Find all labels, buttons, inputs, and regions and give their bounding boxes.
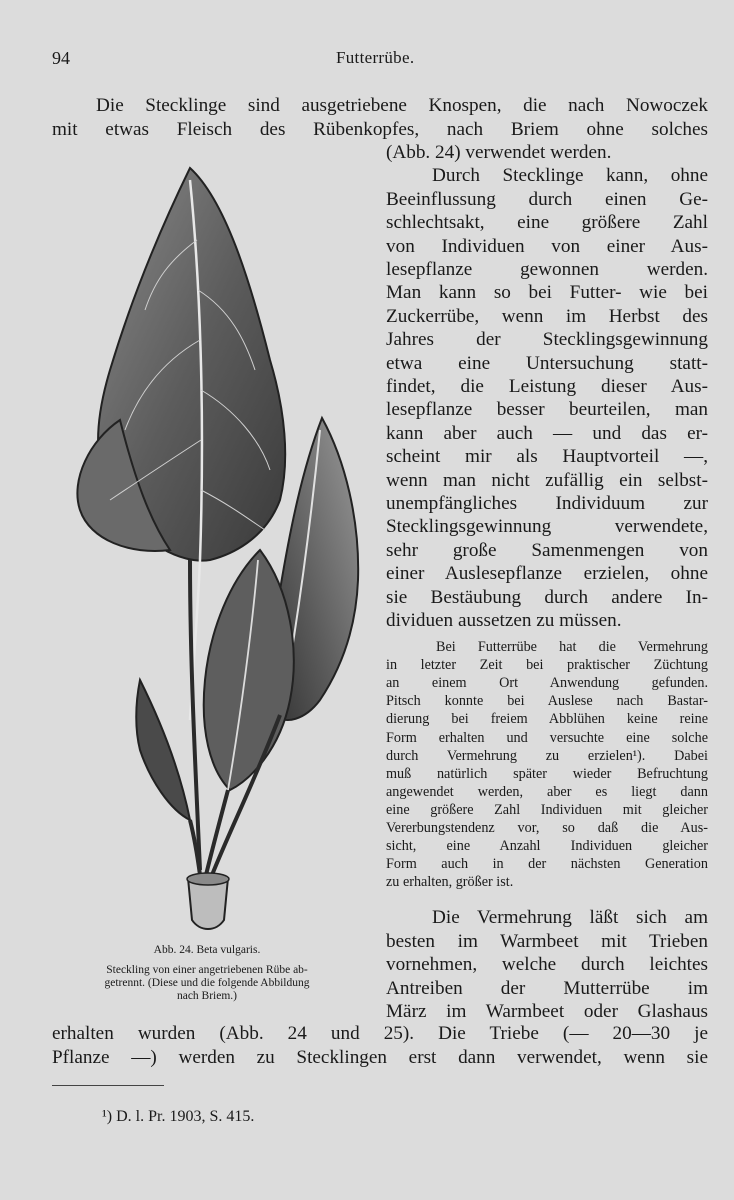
small-text-line: zu erhalten, größer ist. bbox=[386, 874, 514, 891]
caption-line: Steckling von einer angetriebenen Rübe ab- bbox=[106, 964, 308, 976]
text-line: Antreiben der Mutterrübe im bbox=[386, 977, 708, 999]
footnote-divider bbox=[52, 1085, 164, 1086]
text-line: von Individuen von einer Aus- bbox=[386, 235, 708, 257]
small-text-line: dierung bei freiem Abblühen keine reine bbox=[386, 711, 708, 728]
text-line: Die Stecklinge sind ausgetriebene Knospen, die nach Nowoczek bbox=[96, 95, 708, 116]
text-line: etwa eine Untersuchung statt- bbox=[386, 352, 708, 374]
running-title: Futterrübe. bbox=[336, 48, 415, 67]
small-text-line: Form erhalten und versuchte eine solche bbox=[386, 729, 708, 746]
text-line: (Abb. 24) verwendet werden. bbox=[386, 142, 612, 163]
page-number: 94 bbox=[52, 48, 70, 68]
text-line: Zuckerrübe, wenn im Herbst des bbox=[386, 305, 708, 327]
small-text-line: eine größere Zahl Individuen mit gleicher bbox=[386, 801, 708, 818]
text-line: Durch Stecklinge kann, ohne bbox=[432, 165, 708, 187]
figure-caption-title: Abb. 24. Beta vulgaris. bbox=[153, 944, 261, 956]
text-line: unempfängliches Individuum zur bbox=[386, 493, 708, 514]
small-text-line: Vererbungstendenz vor, so daß die Aus- bbox=[386, 820, 708, 836]
text-line: sehr große Samenmengen von bbox=[386, 539, 708, 561]
text-line: Stecklingsgewinnung verwendete, bbox=[386, 516, 708, 538]
text-line: wenn man nicht zufällig ein selbst- bbox=[386, 469, 708, 491]
small-text-line: in letzter Zeit bei praktischer Züchtung bbox=[386, 657, 708, 674]
text-line: lesepflanze besser beurteilen, man bbox=[386, 399, 708, 421]
small-text-line: Pitsch konnte bei Auslese nach Bastar- bbox=[386, 693, 708, 710]
caption-line: getrennt. (Diese und die folgende Abbildung bbox=[104, 977, 310, 989]
beet-cutting-illustration bbox=[40, 160, 380, 950]
text-line: Jahres der Stecklingsgewinnung bbox=[386, 329, 708, 351]
small-text-line: Bei Futterrübe hat die Vermehrung bbox=[436, 639, 708, 655]
small-text-line: muß natürlich später wieder Befruchtung bbox=[386, 765, 708, 782]
text-line: dividuen aussetzen zu müssen. bbox=[386, 610, 622, 631]
footnote: ¹) D. l. Pr. 1903, S. 415. bbox=[102, 1108, 255, 1125]
text-line: mit etwas Fleisch des Rübenkopfes, nach Briem ohne solches bbox=[52, 119, 708, 140]
text-line: vornehmen, welche durch leichtes bbox=[386, 954, 708, 975]
text-line: scheint mir als Hauptvorteil —, bbox=[386, 446, 708, 468]
text-line: schlechtsakt, eine größere Zahl bbox=[386, 212, 708, 234]
small-text-line: an einem Ort Anwendung gefunden. bbox=[386, 675, 708, 692]
small-text-line: angewendet werden, aber es liegt dann bbox=[386, 783, 708, 800]
text-line: sie Bestäubung durch andere In- bbox=[386, 586, 708, 608]
small-text-line: sicht, eine Anzahl Individuen gleicher bbox=[386, 838, 708, 855]
text-line: kann aber auch — und das er- bbox=[386, 422, 708, 444]
text-line: besten im Warmbeet mit Trieben bbox=[386, 930, 708, 952]
text-line: Pflanze —) werden zu Stecklingen erst dann verwendet, wenn sie bbox=[52, 1047, 708, 1068]
text-line: Die Vermehrung läßt sich am bbox=[432, 907, 708, 928]
text-line: erhalten wurden (Abb. 24 und 25). Die Triebe (— 20—30 je bbox=[52, 1023, 708, 1044]
caption-line: nach Briem.) bbox=[176, 990, 238, 1002]
text-line: lesepflanze gewonnen werden. bbox=[386, 259, 708, 280]
small-text-line: Form auch in der nächsten Generation bbox=[386, 856, 708, 873]
text-line: Man kann so bei Futter- wie bei bbox=[386, 282, 708, 304]
text-line: Beeinflussung durch einen Ge- bbox=[386, 188, 708, 210]
small-text-line: durch Vermehrung zu erzielen¹). Dabei bbox=[386, 747, 708, 764]
text-line: findet, die Leistung dieser Aus- bbox=[386, 376, 708, 397]
text-line: einer Auslesepflanze erzielen, ohne bbox=[386, 563, 708, 585]
text-line: März im Warmbeet oder Glashaus bbox=[386, 1001, 708, 1022]
